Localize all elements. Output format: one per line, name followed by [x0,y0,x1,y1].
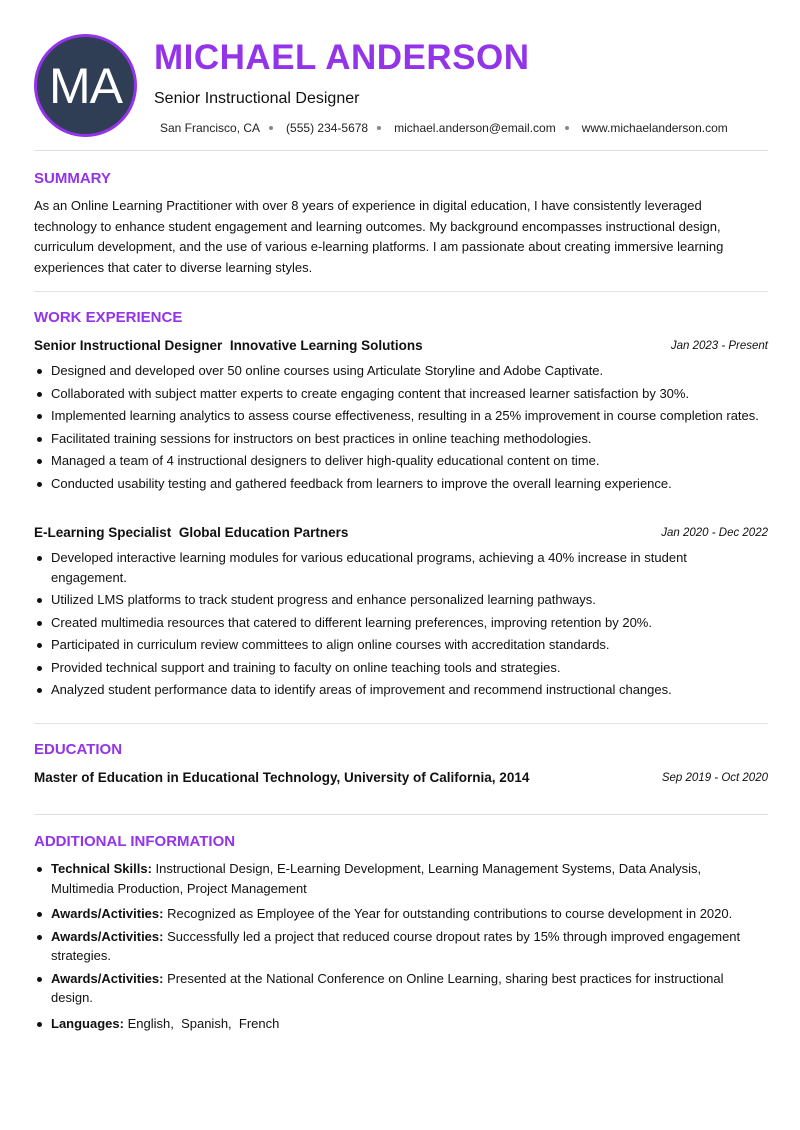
job-role: E-Learning Specialist [34,525,172,540]
job-header [34,525,768,540]
list-item: Designed and developed over 50 online courses using Articulate Storyline and Adobe Captivate. [34,361,764,381]
summary-heading: SUMMARY [34,170,111,187]
list-item: Analyzed student performance data to identify areas of improvement and recommend instructional changes. [34,680,764,700]
info-text: Instructional Design, E-Learning Development, Learning Management Systems, Data Analysis, Multimedia Production, Project Management [51,861,702,896]
bullet-icon [37,1022,42,1027]
education-degree: Master of Education in Educational Technology, University of California, 2014 [34,770,530,785]
bullet-icon [37,688,42,693]
job-bullets [34,548,764,703]
info-label: Awards/Activities: [51,970,164,986]
list-item: Implemented learning analytics to assess course effectiveness, resulting in a 25% improvement in course completion rates. [34,406,764,426]
job-bullets [34,361,764,496]
job-company: Innovative Learning Solutions [229,338,423,353]
job-header [34,338,768,353]
contact-line [160,121,728,135]
list-item: Collaborated with subject matter experts to create engaging content that increased learner satisfaction by 30%. [34,384,764,404]
contact-website[interactable]: www.michaelanderson.com [581,121,728,135]
list-item: Developed interactive learning modules for various educational programs, achieving a 40% increase in student engagement. [34,548,764,587]
education-entry [34,770,768,785]
bullet-icon [37,977,42,982]
list-item: Created multimedia resources that catered to different learning preferences, improving retention by 20%. [34,613,764,633]
list-item [34,927,762,966]
contact-location: San Francisco, CA [160,121,286,135]
list-item: Utilized LMS platforms to track student progress and enhance personalized learning pathways. [34,590,764,610]
divider [34,723,768,724]
bullet-icon [37,621,42,626]
bullet-icon [37,437,42,442]
education-heading: EDUCATION [34,741,123,758]
job-role: Senior Instructional Designer [34,338,223,353]
list-item: Conducted usability testing and gathered feedback from learners to improve the overall learning experience. [34,474,764,494]
job-dates: Jan 2020 - Dec 2022 [661,527,768,539]
additional-info-list [34,859,762,1036]
bullet-icon [37,459,42,464]
list-item: Facilitated training sessions for instructors on best practices in online teaching methodologies. [34,429,764,449]
contact-phone[interactable]: (555) 234-5678 [286,121,394,135]
divider [34,291,768,292]
separator-dot [377,126,381,130]
separator-dot [269,126,273,130]
avatar-initials: MA [49,57,122,114]
candidate-name: MICHAEL ANDERSON [154,38,530,77]
list-item: Provided technical support and training to faculty on online teaching tools and strategies. [34,658,764,678]
bullet-icon [37,392,42,397]
bullet-icon [37,369,42,374]
avatar [34,34,137,137]
info-text: English, Spanish, French [127,1015,280,1031]
list-item [34,859,762,898]
resume-header [34,34,768,138]
candidate-title: Senior Instructional Designer [154,90,360,107]
bullet-icon [37,482,42,487]
info-label: Awards/Activities: [51,928,164,944]
job-dates: Jan 2023 - Present [670,340,768,352]
contact-email[interactable]: michael.anderson@email.com [394,121,582,135]
job-company: Global Education Partners [178,525,349,540]
bullet-icon [37,556,42,561]
bullet-icon [37,867,42,872]
bullet-icon [37,598,42,603]
bullet-icon [37,912,42,917]
bullet-icon [37,666,42,671]
list-item [34,969,762,1008]
list-item: Managed a team of 4 instructional designers to deliver high-quality educational content on time. [34,451,764,471]
info-text: Successfully led a project that reduced course dropout rates by 15% through improved engagement strategies. [51,928,741,963]
additional-info-heading: ADDITIONAL INFORMATION [34,833,236,850]
list-item: Participated in curriculum review committees to align online courses with accreditation standards. [34,635,764,655]
info-text: Recognized as Employee of the Year for outstanding contributions to course development in 2020. [167,906,733,921]
info-label: Technical Skills: [51,861,152,876]
bullet-icon [37,643,42,648]
bullet-icon [37,935,42,940]
divider [34,150,768,151]
divider [34,814,768,815]
work-experience-heading: WORK EXPERIENCE [34,309,183,326]
info-label: Languages: [51,1015,124,1031]
info-label: Awards/Activities: [51,906,164,921]
education-dates: Sep 2019 - Oct 2020 [661,772,768,784]
list-item [34,904,762,924]
summary-text: As an Online Learning Practitioner with over 8 years of experience in digital education, I have consistently leveraged technology to enhance student engagement and learning outcomes. My background encompasses instructional design, curriculum development, and the use of various e-learning platforms. I am passionate about creating immersive learning experiences that cater to diverse learning styles. [34,198,724,275]
info-text: Presented at the National Conference on Online Learning, sharing best practices for instructional design. [51,970,724,1005]
separator-dot [565,126,569,130]
list-item [34,1014,762,1034]
bullet-icon [37,414,42,419]
